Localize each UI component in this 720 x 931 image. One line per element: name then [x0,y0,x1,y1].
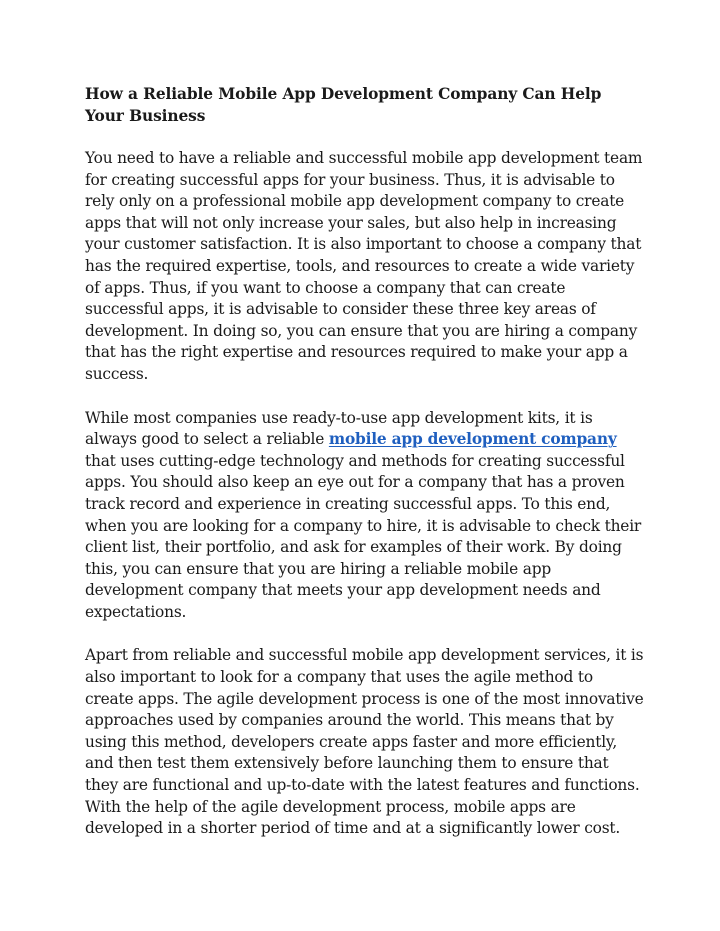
document-title: How a Reliable Mobile App Development Company Can Help Your Business [85,85,602,125]
mobile-app-development-company-link[interactable]: mobile app development company [328,430,617,449]
paragraph-3: Apart from reliable and successful mobile app development services, it is also important to look for a company that uses the agile method to create apps. The agile development process is one of the most innovative approaches used by companies around the world. This means that by using this method, developers create apps faster and more efficiently, and then test them extensively before launching them to ensure that they are functional and up-to-date with the latest features and functions. With the help of the agile development process, mobile apps are developed in a shorter period of time and at a significantly lower cost. [85,646,644,838]
paragraph-2-text-before-link: While most companies use ready-to-use app development kits, it is always good to select a reliable [85,408,593,449]
paragraph-2-text-after-link: that uses cutting-edge technology and methods for creating successful apps. You should also keep an eye out for a company that has a proven track record and experience in creating successful apps. To this end, when you are looking for a company to hire, it is advisable to check their client list, their portfolio, and ask for examples of their work. By doing this, you can ensure that you are hiring a reliable mobile app development company that meets your app development needs and expectations. [85,451,642,621]
document-body [85,83,645,862]
paragraph-1: You need to have a reliable and successful mobile app development team for creating successful apps for your business. Thus, it is advisable to rely only on a professional mobile app development company to create apps that will not only increase your sales, but also help in increasing your customer satisfaction. It is also important to choose a company that has the required expertise, tools, and resources to create a wide variety of apps. Thus, if you want to choose a company that can create successful apps, it is advisable to consider these three key areas of development. In doing so, you can ensure that you are hiring a company that has the right expertise and resources required to make your app a success. [85,149,643,383]
paragraph-2 [85,408,645,624]
